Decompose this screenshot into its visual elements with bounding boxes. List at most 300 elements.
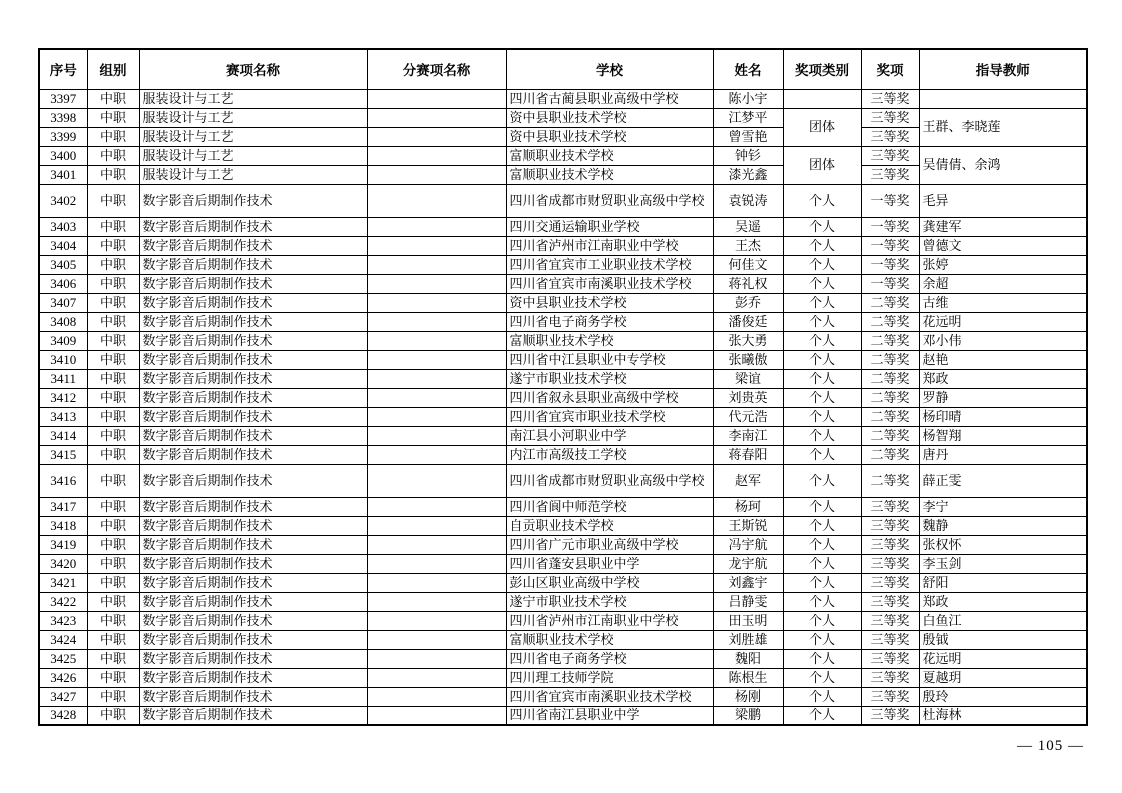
- table-row: [39, 108, 1087, 127]
- header-award-category: 奖项类别: [783, 49, 861, 89]
- table-row: [39, 146, 1087, 165]
- cell-group: 中职: [87, 312, 139, 331]
- cell-group: 中职: [87, 146, 139, 165]
- cell-event-name: 服装设计与工艺: [139, 89, 367, 108]
- cell-award: 三等奖: [861, 649, 919, 668]
- cell-event-name: 数字影音后期制作技术: [139, 706, 367, 725]
- cell-person-name: 王杰: [713, 236, 783, 255]
- cell-event-name: 数字影音后期制作技术: [139, 388, 367, 407]
- cell-sub-event-name: [367, 184, 506, 217]
- table-row: [39, 687, 1087, 706]
- cell-person-name: 陈小宇: [713, 89, 783, 108]
- cell-person-name: 彭乔: [713, 293, 783, 312]
- cell-award: 二等奖: [861, 445, 919, 464]
- cell-school: 遂宁市职业技术学校: [506, 369, 713, 388]
- cell-group: 中职: [87, 649, 139, 668]
- cell-event-name: 数字影音后期制作技术: [139, 217, 367, 236]
- cell-school: 内江市高级技工学校: [506, 445, 713, 464]
- cell-group: 中职: [87, 611, 139, 630]
- cell-sub-event-name: [367, 630, 506, 649]
- cell-award: 一等奖: [861, 255, 919, 274]
- cell-award-category: 团体: [783, 108, 861, 146]
- cell-event-name: 数字影音后期制作技术: [139, 611, 367, 630]
- cell-advisor: 郑政: [919, 369, 1087, 388]
- cell-award-category: 个人: [783, 407, 861, 426]
- cell-advisor: 杨印晴: [919, 407, 1087, 426]
- cell-serial-number: 3422: [39, 592, 87, 611]
- cell-award: 三等奖: [861, 108, 919, 127]
- cell-group: 中职: [87, 293, 139, 312]
- cell-school: 四川省成都市财贸职业高级中学校: [506, 184, 713, 217]
- cell-award: 二等奖: [861, 464, 919, 497]
- cell-group: 中职: [87, 331, 139, 350]
- cell-advisor: 殷玲: [919, 687, 1087, 706]
- cell-sub-event-name: [367, 274, 506, 293]
- table-row: [39, 573, 1087, 592]
- cell-serial-number: 3415: [39, 445, 87, 464]
- cell-event-name: 数字影音后期制作技术: [139, 630, 367, 649]
- cell-award: 三等奖: [861, 573, 919, 592]
- cell-event-name: 数字影音后期制作技术: [139, 255, 367, 274]
- cell-group: 中职: [87, 535, 139, 554]
- cell-person-name: 蒋春阳: [713, 445, 783, 464]
- table-row: [39, 649, 1087, 668]
- cell-sub-event-name: [367, 331, 506, 350]
- cell-award-category: 个人: [783, 535, 861, 554]
- cell-group: 中职: [87, 497, 139, 516]
- cell-award-category: [783, 89, 861, 108]
- cell-award: 二等奖: [861, 331, 919, 350]
- cell-advisor: 王群、李晓莲: [919, 108, 1087, 146]
- cell-person-name: 蒋礼权: [713, 274, 783, 293]
- cell-person-name: 王斯锐: [713, 516, 783, 535]
- cell-serial-number: 3426: [39, 668, 87, 687]
- cell-advisor: 夏越玥: [919, 668, 1087, 687]
- cell-serial-number: 3421: [39, 573, 87, 592]
- cell-advisor: 魏静: [919, 516, 1087, 535]
- cell-advisor: 殷钺: [919, 630, 1087, 649]
- cell-award: 二等奖: [861, 293, 919, 312]
- cell-school: 四川省古蔺县职业高级中学校: [506, 89, 713, 108]
- cell-group: 中职: [87, 369, 139, 388]
- cell-school: 彭山区职业高级中学校: [506, 573, 713, 592]
- cell-advisor: 李玉剑: [919, 554, 1087, 573]
- table-row: [39, 516, 1087, 535]
- header-event-name: 赛项名称: [139, 49, 367, 89]
- cell-event-name: 数字影音后期制作技术: [139, 497, 367, 516]
- cell-event-name: 数字影音后期制作技术: [139, 445, 367, 464]
- cell-school: 富顺职业技术学校: [506, 165, 713, 184]
- cell-award: 一等奖: [861, 274, 919, 293]
- cell-school: 四川省蓬安县职业中学: [506, 554, 713, 573]
- cell-school: 四川交通运输职业学校: [506, 217, 713, 236]
- table-row: [39, 274, 1087, 293]
- cell-advisor: 龚建军: [919, 217, 1087, 236]
- cell-event-name: 服装设计与工艺: [139, 165, 367, 184]
- cell-sub-event-name: [367, 255, 506, 274]
- table-row: [39, 630, 1087, 649]
- cell-group: 中职: [87, 350, 139, 369]
- cell-event-name: 数字影音后期制作技术: [139, 592, 367, 611]
- cell-award: 三等奖: [861, 89, 919, 108]
- cell-sub-event-name: [367, 516, 506, 535]
- cell-award: 三等奖: [861, 630, 919, 649]
- cell-event-name: 数字影音后期制作技术: [139, 687, 367, 706]
- cell-event-name: 服装设计与工艺: [139, 127, 367, 146]
- table-row: [39, 592, 1087, 611]
- cell-serial-number: 3416: [39, 464, 87, 497]
- cell-event-name: 数字影音后期制作技术: [139, 649, 367, 668]
- cell-person-name: 代元浩: [713, 407, 783, 426]
- cell-award: 三等奖: [861, 146, 919, 165]
- cell-serial-number: 3427: [39, 687, 87, 706]
- cell-sub-event-name: [367, 445, 506, 464]
- table-row: [39, 554, 1087, 573]
- cell-sub-event-name: [367, 706, 506, 725]
- table-row: [39, 497, 1087, 516]
- cell-award-category: 个人: [783, 331, 861, 350]
- cell-advisor: 郑政: [919, 592, 1087, 611]
- cell-person-name: 田玉明: [713, 611, 783, 630]
- cell-award: 三等奖: [861, 535, 919, 554]
- cell-award-category: 个人: [783, 274, 861, 293]
- cell-award-category: 个人: [783, 312, 861, 331]
- cell-sub-event-name: [367, 535, 506, 554]
- cell-school: 遂宁市职业技术学校: [506, 592, 713, 611]
- cell-school: 四川省泸州市江南职业中学校: [506, 236, 713, 255]
- cell-person-name: 冯宇航: [713, 535, 783, 554]
- cell-sub-event-name: [367, 369, 506, 388]
- cell-person-name: 梁谊: [713, 369, 783, 388]
- cell-school: 四川省宜宾市工业职业技术学校: [506, 255, 713, 274]
- table-row: [39, 706, 1087, 725]
- cell-award-category: 个人: [783, 369, 861, 388]
- cell-school: 四川省宜宾市职业技术学校: [506, 407, 713, 426]
- cell-event-name: 数字影音后期制作技术: [139, 554, 367, 573]
- page-number: — 105 —: [1017, 738, 1084, 754]
- cell-award-category: 个人: [783, 497, 861, 516]
- cell-school: 四川省宜宾市南溪职业技术学校: [506, 687, 713, 706]
- cell-serial-number: 3400: [39, 146, 87, 165]
- cell-sub-event-name: [367, 312, 506, 331]
- cell-school: 富顺职业技术学校: [506, 331, 713, 350]
- cell-person-name: 钟钐: [713, 146, 783, 165]
- cell-sub-event-name: [367, 573, 506, 592]
- cell-advisor: 吴倩倩、余鸿: [919, 146, 1087, 184]
- cell-event-name: 数字影音后期制作技术: [139, 464, 367, 497]
- header-advisor: 指导教师: [919, 49, 1087, 89]
- cell-serial-number: 3417: [39, 497, 87, 516]
- cell-award: 一等奖: [861, 184, 919, 217]
- cell-event-name: 数字影音后期制作技术: [139, 293, 367, 312]
- cell-award: 二等奖: [861, 312, 919, 331]
- cell-group: 中职: [87, 89, 139, 108]
- cell-person-name: 张大勇: [713, 331, 783, 350]
- cell-event-name: 数字影音后期制作技术: [139, 274, 367, 293]
- cell-award-category: 个人: [783, 592, 861, 611]
- cell-school: 四川理工技师学院: [506, 668, 713, 687]
- table-header-row: [39, 49, 1087, 89]
- cell-event-name: 数字影音后期制作技术: [139, 331, 367, 350]
- cell-serial-number: 3428: [39, 706, 87, 725]
- cell-award-category: 团体: [783, 146, 861, 184]
- cell-advisor: 李宁: [919, 497, 1087, 516]
- cell-sub-event-name: [367, 236, 506, 255]
- cell-serial-number: 3413: [39, 407, 87, 426]
- cell-advisor: 古维: [919, 293, 1087, 312]
- cell-serial-number: 3406: [39, 274, 87, 293]
- table-row: [39, 535, 1087, 554]
- cell-serial-number: 3402: [39, 184, 87, 217]
- table-row: [39, 464, 1087, 497]
- cell-award-category: 个人: [783, 573, 861, 592]
- cell-serial-number: 3408: [39, 312, 87, 331]
- cell-serial-number: 3420: [39, 554, 87, 573]
- cell-group: 中职: [87, 108, 139, 127]
- cell-award-category: 个人: [783, 426, 861, 445]
- cell-event-name: 数字影音后期制作技术: [139, 312, 367, 331]
- cell-award: 三等奖: [861, 497, 919, 516]
- cell-advisor: 毛异: [919, 184, 1087, 217]
- cell-group: 中职: [87, 217, 139, 236]
- header-sub-event-name: 分赛项名称: [367, 49, 506, 89]
- cell-sub-event-name: [367, 649, 506, 668]
- table-row: [39, 293, 1087, 312]
- cell-group: 中职: [87, 426, 139, 445]
- cell-school: 四川省广元市职业高级中学校: [506, 535, 713, 554]
- cell-school: 四川省南江县职业中学: [506, 706, 713, 725]
- cell-sub-event-name: [367, 554, 506, 573]
- cell-sub-event-name: [367, 146, 506, 165]
- cell-person-name: 张曦傲: [713, 350, 783, 369]
- cell-award: 二等奖: [861, 369, 919, 388]
- cell-award: 三等奖: [861, 668, 919, 687]
- cell-award-category: 个人: [783, 464, 861, 497]
- cell-group: 中职: [87, 184, 139, 217]
- cell-serial-number: 3405: [39, 255, 87, 274]
- cell-award: 三等奖: [861, 592, 919, 611]
- cell-group: 中职: [87, 464, 139, 497]
- cell-award-category: 个人: [783, 350, 861, 369]
- cell-advisor: 舒阳: [919, 573, 1087, 592]
- cell-person-name: 龙宇航: [713, 554, 783, 573]
- cell-person-name: 刘胜雄: [713, 630, 783, 649]
- cell-advisor: 白鱼江: [919, 611, 1087, 630]
- cell-group: 中职: [87, 127, 139, 146]
- cell-person-name: 江梦平: [713, 108, 783, 127]
- cell-group: 中职: [87, 554, 139, 573]
- cell-sub-event-name: [367, 165, 506, 184]
- cell-award: 三等奖: [861, 554, 919, 573]
- cell-person-name: 潘俊廷: [713, 312, 783, 331]
- cell-sub-event-name: [367, 497, 506, 516]
- cell-award: 一等奖: [861, 217, 919, 236]
- cell-sub-event-name: [367, 89, 506, 108]
- cell-sub-event-name: [367, 668, 506, 687]
- cell-event-name: 数字影音后期制作技术: [139, 668, 367, 687]
- cell-award-category: 个人: [783, 388, 861, 407]
- cell-person-name: 何佳文: [713, 255, 783, 274]
- cell-advisor: 赵艳: [919, 350, 1087, 369]
- table-row: [39, 255, 1087, 274]
- cell-advisor: 余超: [919, 274, 1087, 293]
- header-group: 组别: [87, 49, 139, 89]
- cell-award-category: 个人: [783, 217, 861, 236]
- cell-serial-number: 3401: [39, 165, 87, 184]
- cell-serial-number: 3412: [39, 388, 87, 407]
- awards-table: [38, 48, 1088, 726]
- cell-group: 中职: [87, 445, 139, 464]
- cell-event-name: 服装设计与工艺: [139, 108, 367, 127]
- header-school: 学校: [506, 49, 713, 89]
- cell-serial-number: 3410: [39, 350, 87, 369]
- cell-award: 三等奖: [861, 687, 919, 706]
- cell-award: 三等奖: [861, 611, 919, 630]
- cell-person-name: 吴遥: [713, 217, 783, 236]
- cell-person-name: 刘贵英: [713, 388, 783, 407]
- cell-person-name: 漆光鑫: [713, 165, 783, 184]
- cell-school: 四川省中江县职业中专学校: [506, 350, 713, 369]
- cell-award-category: 个人: [783, 706, 861, 725]
- cell-award-category: 个人: [783, 687, 861, 706]
- cell-group: 中职: [87, 236, 139, 255]
- cell-group: 中职: [87, 687, 139, 706]
- cell-event-name: 数字影音后期制作技术: [139, 573, 367, 592]
- header-person-name: 姓名: [713, 49, 783, 89]
- cell-person-name: 李南江: [713, 426, 783, 445]
- cell-group: 中职: [87, 274, 139, 293]
- cell-serial-number: 3397: [39, 89, 87, 108]
- cell-advisor: 张权怀: [919, 535, 1087, 554]
- cell-serial-number: 3407: [39, 293, 87, 312]
- cell-award-category: 个人: [783, 554, 861, 573]
- cell-sub-event-name: [367, 611, 506, 630]
- cell-advisor: 张婷: [919, 255, 1087, 274]
- awards-table-body: [39, 89, 1087, 725]
- header-award: 奖项: [861, 49, 919, 89]
- cell-person-name: 陈根生: [713, 668, 783, 687]
- cell-group: 中职: [87, 573, 139, 592]
- cell-group: 中职: [87, 668, 139, 687]
- cell-award-category: 个人: [783, 293, 861, 312]
- cell-person-name: 梁鹏: [713, 706, 783, 725]
- cell-group: 中职: [87, 388, 139, 407]
- cell-school: 富顺职业技术学校: [506, 630, 713, 649]
- cell-school: 资中县职业技术学校: [506, 108, 713, 127]
- cell-school: 四川省电子商务学校: [506, 312, 713, 331]
- cell-event-name: 数字影音后期制作技术: [139, 426, 367, 445]
- cell-sub-event-name: [367, 592, 506, 611]
- cell-group: 中职: [87, 630, 139, 649]
- cell-serial-number: 3411: [39, 369, 87, 388]
- cell-award-category: 个人: [783, 184, 861, 217]
- cell-group: 中职: [87, 706, 139, 725]
- cell-sub-event-name: [367, 407, 506, 426]
- cell-school: 资中县职业技术学校: [506, 293, 713, 312]
- cell-school: 富顺职业技术学校: [506, 146, 713, 165]
- cell-event-name: 数字影音后期制作技术: [139, 369, 367, 388]
- cell-school: 南江县小河职业中学: [506, 426, 713, 445]
- cell-award-category: 个人: [783, 611, 861, 630]
- cell-serial-number: 3398: [39, 108, 87, 127]
- cell-sub-event-name: [367, 293, 506, 312]
- cell-award-category: 个人: [783, 649, 861, 668]
- cell-serial-number: 3425: [39, 649, 87, 668]
- cell-group: 中职: [87, 516, 139, 535]
- cell-person-name: 魏阳: [713, 649, 783, 668]
- cell-person-name: 杨刚: [713, 687, 783, 706]
- cell-serial-number: 3418: [39, 516, 87, 535]
- cell-group: 中职: [87, 255, 139, 274]
- cell-advisor: 曾德文: [919, 236, 1087, 255]
- cell-event-name: 数字影音后期制作技术: [139, 350, 367, 369]
- cell-award: 二等奖: [861, 388, 919, 407]
- cell-school: 自贡职业技术学校: [506, 516, 713, 535]
- cell-serial-number: 3424: [39, 630, 87, 649]
- cell-sub-event-name: [367, 426, 506, 445]
- cell-event-name: 服装设计与工艺: [139, 146, 367, 165]
- table-row: [39, 312, 1087, 331]
- cell-serial-number: 3414: [39, 426, 87, 445]
- table-row: [39, 445, 1087, 464]
- cell-award: 二等奖: [861, 407, 919, 426]
- cell-advisor: 唐丹: [919, 445, 1087, 464]
- cell-sub-event-name: [367, 350, 506, 369]
- cell-serial-number: 3419: [39, 535, 87, 554]
- cell-advisor: 罗静: [919, 388, 1087, 407]
- table-row: [39, 388, 1087, 407]
- cell-sub-event-name: [367, 108, 506, 127]
- cell-school: 四川省叙永县职业高级中学校: [506, 388, 713, 407]
- cell-event-name: 数字影音后期制作技术: [139, 516, 367, 535]
- cell-serial-number: 3403: [39, 217, 87, 236]
- cell-award-category: 个人: [783, 236, 861, 255]
- cell-school: 四川省宜宾市南溪职业技术学校: [506, 274, 713, 293]
- cell-school: 四川省泸州市江南职业中学校: [506, 611, 713, 630]
- cell-award: 一等奖: [861, 236, 919, 255]
- table-row: [39, 668, 1087, 687]
- table-row: [39, 407, 1087, 426]
- cell-person-name: 刘鑫宇: [713, 573, 783, 592]
- cell-serial-number: 3409: [39, 331, 87, 350]
- cell-advisor: 花远明: [919, 312, 1087, 331]
- table-row: [39, 350, 1087, 369]
- cell-person-name: 袁锐涛: [713, 184, 783, 217]
- cell-advisor: 杨智翔: [919, 426, 1087, 445]
- cell-advisor: 杜海林: [919, 706, 1087, 725]
- cell-serial-number: 3423: [39, 611, 87, 630]
- cell-group: 中职: [87, 165, 139, 184]
- cell-award-category: 个人: [783, 516, 861, 535]
- cell-sub-event-name: [367, 388, 506, 407]
- cell-award-category: 个人: [783, 445, 861, 464]
- cell-sub-event-name: [367, 217, 506, 236]
- cell-award: 三等奖: [861, 127, 919, 146]
- cell-school: 四川省电子商务学校: [506, 649, 713, 668]
- cell-school: 四川省阆中师范学校: [506, 497, 713, 516]
- cell-group: 中职: [87, 592, 139, 611]
- cell-advisor: 邓小伟: [919, 331, 1087, 350]
- table-row: [39, 89, 1087, 108]
- cell-sub-event-name: [367, 127, 506, 146]
- cell-event-name: 数字影音后期制作技术: [139, 407, 367, 426]
- cell-event-name: 数字影音后期制作技术: [139, 236, 367, 255]
- cell-person-name: 杨珂: [713, 497, 783, 516]
- cell-sub-event-name: [367, 687, 506, 706]
- cell-award-category: 个人: [783, 255, 861, 274]
- cell-group: 中职: [87, 407, 139, 426]
- table-row: [39, 331, 1087, 350]
